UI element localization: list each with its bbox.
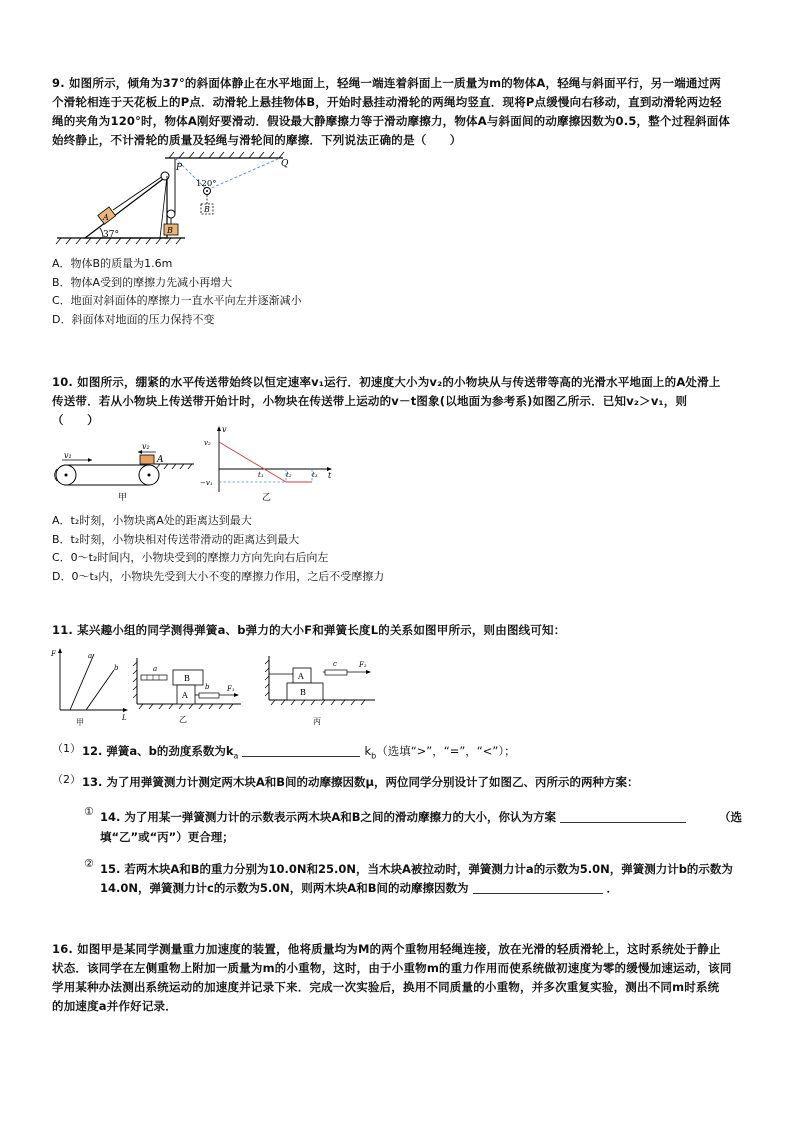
q11-c1-line2: 填“乙”或“丙”）更合理； [100,830,234,844]
q11-sub1-kb-sub: b [371,751,377,761]
question-9 [52,74,742,150]
q10-stem-line1: 10. 如图所示，绷紧的水平传送带始终以恒定速率v₁运行．初速度大小为v₂的小物块从与传送带等高的光滑水平地面上的A处滑上 [52,375,721,389]
q11-line-a: a [88,652,93,660]
q11-sub1 [82,742,762,765]
q10-label-yi: 乙 [262,493,272,503]
q11-c1-tail: （选 [719,810,742,824]
q10-label-A: A [157,455,164,465]
q9-label-apex: 120° [196,179,217,189]
q10-axis-v: v [222,425,227,434]
q11-bing-spring-c: c [333,660,337,668]
q11-stem: 11. 某兴趣小组的同学测得弹簧a、b弹力的大小F和弹簧长度L的关系如图甲所示，则由图线可知： [52,623,566,637]
q9-options [52,255,742,329]
q11-c2-number: ② [84,857,94,870]
question-10 [52,373,742,430]
q10-label-v2: v₂ [142,442,150,451]
q11-sub1-text: 12. 弹簧a、b的劲度系数为k [82,744,234,758]
q9-label-A: A [103,213,109,222]
q11-c2-text: 14.0N，弹簧测力计c的示数为5.0N，则两木块A和B间的动摩擦因数为 [100,881,469,895]
question-16 [52,940,742,1016]
q11-label-bing: 丙 [313,717,321,726]
q9-option-c: C．地面对斜面体的摩擦力一直水平向左并逐渐减小 [52,294,302,307]
q10-figure-yi [200,424,340,504]
q11-axis-F: F [51,650,56,658]
q11-label-yi: 乙 [179,715,187,724]
q11-sub2: 13. 为了用弹簧测力计测定两木块A和B间的动摩擦因数μ，两位同学分别设计了如图乙、丙所示的两种方案： [82,775,639,789]
q10-label-jia: 甲 [118,493,128,503]
q11-yi-spring-a: a [153,665,158,673]
q9-label-B: B [167,226,173,235]
q10-axis-t: t [328,471,332,480]
q10-option-b: B．t₂时刻，小物块相对传送带滑动的距离达到最大 [52,532,300,546]
q10-tick-t3: t₃ [312,471,318,479]
q11-axis-L: L [122,714,127,722]
q10-tick-neg-v1: −v₁ [200,479,213,487]
q9-stem-line2: 个滑轮相连于天花板上的P点．动滑轮上悬挂物体B，开始时悬挂动滑轮的两绳均竖直．现将P点缓慢向右移动，直到动滑轮两边轻 [52,95,722,109]
q9-option-d: D．斜面体对地面的压力保持不变 [52,312,215,326]
q16-stem-line3: 学用某种办法测出系统运动的加速度并记录下来．完成一次实验后，换用不同质量的小重物，并多次重复实验，测出不同m时系统 [52,980,720,994]
q9-option-a: A．物体B的质量为1.6m [52,257,173,270]
q11-sub1-number: （1） [52,742,81,755]
q11-yi-block-B: B [184,674,190,683]
question-11 [52,621,742,640]
q11-sub1-blank[interactable] [242,744,360,757]
q10-figure-jia [52,438,202,508]
q16-stem-line4: 的加速度a并作好记录． [52,999,177,1013]
q11-c2-blank[interactable] [473,881,603,894]
q10-tick-t2: t₂ [286,471,292,479]
q11-sub1-tail: （选填“>”，“=”，“<”）； [376,744,516,758]
q11-c1 [100,808,742,827]
q11-c2-line2 [100,879,742,898]
q11-bing-F2: F₂ [359,661,367,669]
q10-tick-t1: t₁ [258,471,264,479]
q9-option-b: B．物体A受到的摩擦力先减小再增大 [52,275,233,289]
q11-figure-bing [265,654,385,726]
q10-tick-v2: v₂ [204,439,211,447]
q11-line-b: b [114,664,119,672]
q11-sub2-number: （2） [52,773,81,786]
q11-yi-block-A: A [182,691,188,700]
q11-c2-end: ． [606,881,619,895]
q11-bing-block-B: B [300,688,306,697]
q11-c1-text: 14. 为了用某一弹簧测力计的示数表示两木块A和B之间的滑动摩擦力的大小，你认为方案 [100,810,557,824]
q10-option-a: A．t₂时刻，小物块离A处的距离达到最大 [52,514,252,527]
q9-label-angle: 37° [103,230,119,240]
q11-yi-spring-b: b [205,683,210,691]
q11-figure-yi [133,658,243,726]
q11-yi-F1: F₁ [227,685,235,693]
q11-figure-jia [50,648,130,726]
q9-label-P: P [176,163,183,173]
q16-stem-line2: 状态．该同学在左侧重物上附加一质量为m的小重物，这时，由于小重物m的重力作用而使系统做初速度为零的缓慢加速运动，该同 [52,961,732,975]
q10-label-v1: v₁ [64,451,72,460]
q9-stem-line4: 始终静止，不计滑轮的质量及轻绳与滑轮间的摩擦．下列说法正确的是（ ） [52,133,462,147]
q11-c2-line1: 15. 若两木块A和B的重力分别为10.0N和25.0N，当木块A被拉动时，弹簧测力计a的示数为5.0N，弹簧测力计b的示数为 [100,862,733,876]
q10-stem-line3: （ ） [52,413,99,427]
q16-stem-line1: 16. 如图甲是某同学测量重力加速度的装置，他将质量均为M的两个重物用轻绳连接，放在光滑的轻质滑轮上，这时系统处于静止 [52,942,721,956]
q11-bing-block-A: A [298,672,304,681]
q9-label-Q: Q [281,159,289,169]
q11-c1-blank[interactable] [560,810,686,823]
q11-sub1-ka-sub: a [233,751,239,761]
q11-c1-number: ① [84,805,94,818]
q9-stem-line3: 绳的夹角为120°时，物体A刚好要滑动．假设最大静摩擦力等于滑动摩擦力，物体A与斜面间的动摩擦因数为0.5，整个过程斜面体 [52,114,731,128]
q10-options [52,512,742,586]
q11-label-jia: 甲 [76,718,84,727]
q10-option-c: C．0～t₂时间内，小物块受到的摩擦力方向先向右后向左 [52,551,329,564]
q11-sub1-kb: k [364,744,372,758]
q9-label-B-moved: B [204,205,210,214]
q10-option-d: D．0～t₃内，小物块先受到大小不变的摩擦力作用，之后不受摩擦力 [52,569,385,583]
q10-stem-line2: 传送带．若从小物块上传送带开始计时，小物块在传送带上运动的v－t图象(以地面为参考系)如图乙所示．已知v₂＞v₁，则 [52,394,688,408]
q9-figure [55,152,295,252]
q9-stem-line1: 9. 如图所示，倾角为37°的斜面体静止在水平地面上，轻绳一端连着斜面上一质量为m的物体A，轻绳与斜面平行，另一端通过两 [52,76,722,90]
